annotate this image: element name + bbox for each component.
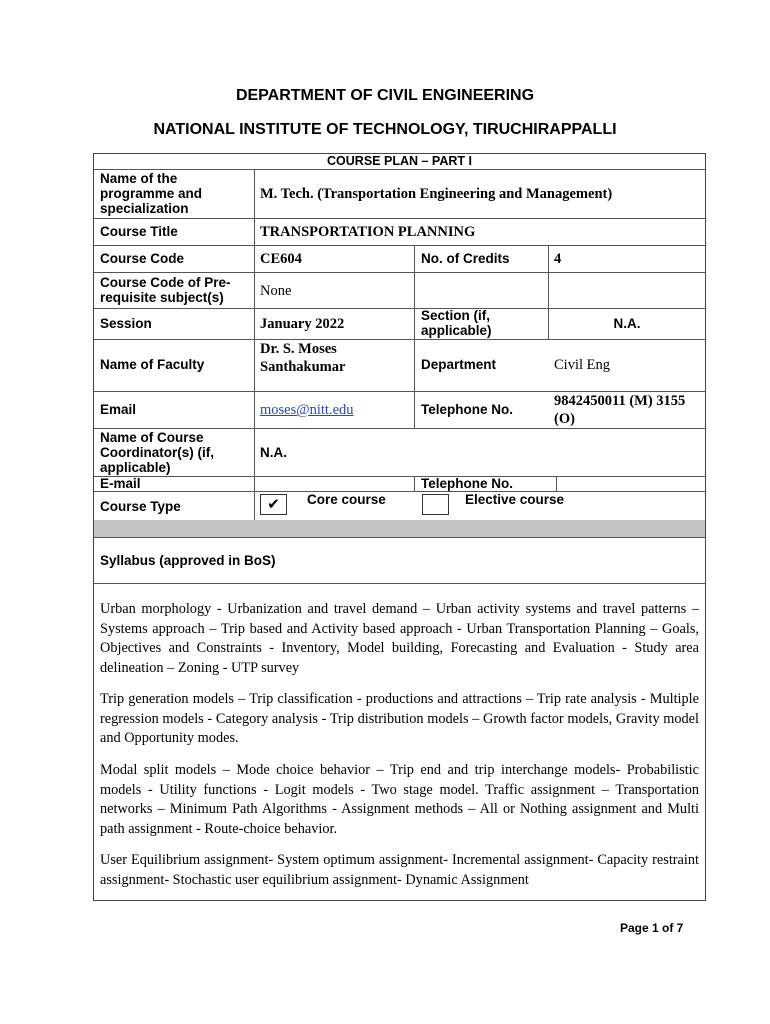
prereq-value: None bbox=[260, 283, 292, 299]
email-link[interactable]: moses@nitt.edu bbox=[260, 402, 354, 418]
syllabus-heading: Syllabus (approved in BoS) bbox=[100, 553, 276, 568]
section-label: Section (if, applicable) bbox=[421, 308, 492, 338]
course-code-value: CE604 bbox=[260, 251, 302, 267]
department-heading: DEPARTMENT OF CIVIL ENGINEERING bbox=[235, 87, 535, 104]
programme-value: M. Tech. (Transportation Engineering and Management) bbox=[260, 186, 613, 202]
telephone-value: 9842450011 (M) 3155 (O) bbox=[554, 393, 686, 427]
session-label: Session bbox=[100, 316, 152, 331]
department-label: Department bbox=[421, 357, 497, 372]
course-code-label: Course Code bbox=[100, 251, 185, 266]
coord-email-label: E-mail bbox=[100, 476, 141, 491]
institute-heading: NATIONAL INSTITUTE OF TECHNOLOGY, TIRUCHIRAPPALLI bbox=[153, 121, 617, 138]
syllabus-paragraph-3: Modal split models – Mode choice behavior – Trip end and trip interchange models- Probabilistic models - Utility functions - Logit models - Two stage model. Traffic assignment – Transportation networks – Minimum Path Algorithms - Assignment methods – All or Nothing assignment and Multi path assignment - Route-choice behavior. bbox=[100, 762, 699, 837]
faculty-value: Dr. S. Moses Santhakumar bbox=[260, 341, 346, 375]
elective-course-checkbox[interactable] bbox=[422, 494, 449, 515]
course-plan-table bbox=[93, 153, 706, 901]
faculty-label: Name of Faculty bbox=[100, 357, 205, 372]
coordinator-label: Name of Course Coordinator(s) (if, applicable) bbox=[100, 430, 214, 475]
session-value: January 2022 bbox=[260, 316, 345, 332]
programme-label: Name of the programme and specialization bbox=[100, 171, 203, 216]
check-mark-icon: ✔ bbox=[267, 496, 280, 513]
department-value: Civil Eng bbox=[554, 357, 610, 373]
coord-telephone-label: Telephone No. bbox=[421, 476, 514, 491]
section-divider bbox=[94, 520, 705, 537]
elective-course-label: Elective course bbox=[465, 492, 565, 507]
coordinator-value: N.A. bbox=[260, 445, 287, 460]
course-plan-title: COURSE PLAN – PART I bbox=[327, 154, 472, 168]
syllabus-paragraph-1: Urban morphology - Urbanization and travel demand – Urban activity systems and travel patterns – Systems approach – Trip based and Activity based approach - Urban Transportation Planning – Goals, Objectives and Constraints - Inventory, Model building, Forecasting and Evaluation - Study area delineation – Zoning - UTP survey bbox=[100, 601, 699, 676]
email-label: Email bbox=[100, 402, 137, 417]
course-title-value: TRANSPORTATION PLANNING bbox=[260, 224, 476, 240]
credits-label: No. of Credits bbox=[421, 251, 510, 266]
section-value: N.A. bbox=[613, 316, 641, 331]
syllabus-paragraph-4: User Equilibrium assignment- System optimum assignment- Incremental assignment- Capacity restraint assignment- Stochastic user equilibrium assignment- Dynamic Assignment bbox=[100, 852, 699, 888]
core-course-checkbox[interactable] bbox=[260, 494, 287, 515]
syllabus-paragraph-2: Trip generation models – Trip classification - productions and attractions – Trip rate analysis - Multiple regression models - Category analysis - Trip distribution models – Growth factor models, Gravity model and Opportunity modes. bbox=[100, 691, 699, 746]
core-course-label: Core course bbox=[307, 492, 386, 507]
course-title-label: Course Title bbox=[100, 224, 178, 239]
telephone-label: Telephone No. bbox=[421, 402, 514, 417]
page-number: Page 1 of 7 bbox=[620, 921, 684, 935]
prereq-label: Course Code of Pre-requisite subject(s) bbox=[100, 275, 231, 305]
course-type-label: Course Type bbox=[100, 499, 181, 514]
credits-value: 4 bbox=[554, 251, 562, 267]
